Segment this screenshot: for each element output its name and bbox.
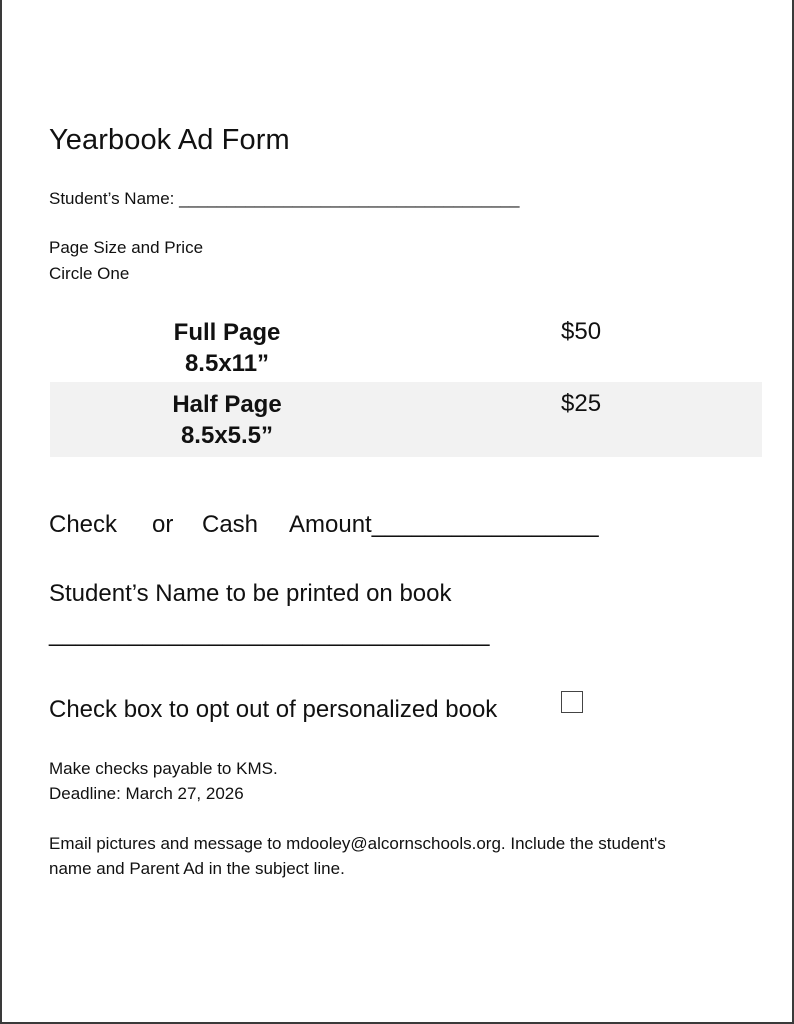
email-note-line-2: name and Parent Ad in the subject line. — [49, 859, 345, 878]
form-title: Yearbook Ad Form — [49, 124, 290, 156]
size-price: $25 — [561, 390, 602, 417]
circle-one-label: Circle One — [49, 264, 130, 283]
printed-name-field[interactable]: _________________________________ — [49, 620, 490, 647]
deadline-note: Deadline: March 27, 2026 — [49, 784, 244, 803]
payment-check-option[interactable]: Check — [49, 511, 118, 538]
price-row-full-page[interactable] — [50, 310, 762, 382]
opt-out-checkbox[interactable] — [561, 691, 583, 713]
size-price: $50 — [561, 318, 602, 345]
size-dimensions: 8.5x5.5” — [180, 422, 274, 449]
price-table — [50, 310, 762, 457]
size-dimensions: 8.5x11” — [184, 350, 270, 377]
size-name: Full Page — [173, 319, 281, 346]
student-name-field[interactable]: Student’s Name: ____________________________________ — [49, 189, 520, 208]
size-name: Half Page — [172, 391, 282, 418]
payable-note: Make checks payable to KMS. — [49, 759, 278, 778]
price-row-half-page[interactable] — [50, 382, 762, 457]
printed-name-label: Student’s Name to be printed on book — [49, 580, 452, 607]
amount-field[interactable]: Amount_________________ — [289, 511, 599, 538]
payment-or-label: or — [152, 511, 174, 538]
email-note-line-1: Email pictures and message to mdooley@alcornschools.org. Include the student's — [49, 834, 666, 853]
page-size-label: Page Size and Price — [49, 238, 204, 257]
opt-out-label: Check box to opt out of personalized book — [49, 696, 498, 723]
payment-cash-option[interactable]: Cash — [202, 511, 259, 538]
